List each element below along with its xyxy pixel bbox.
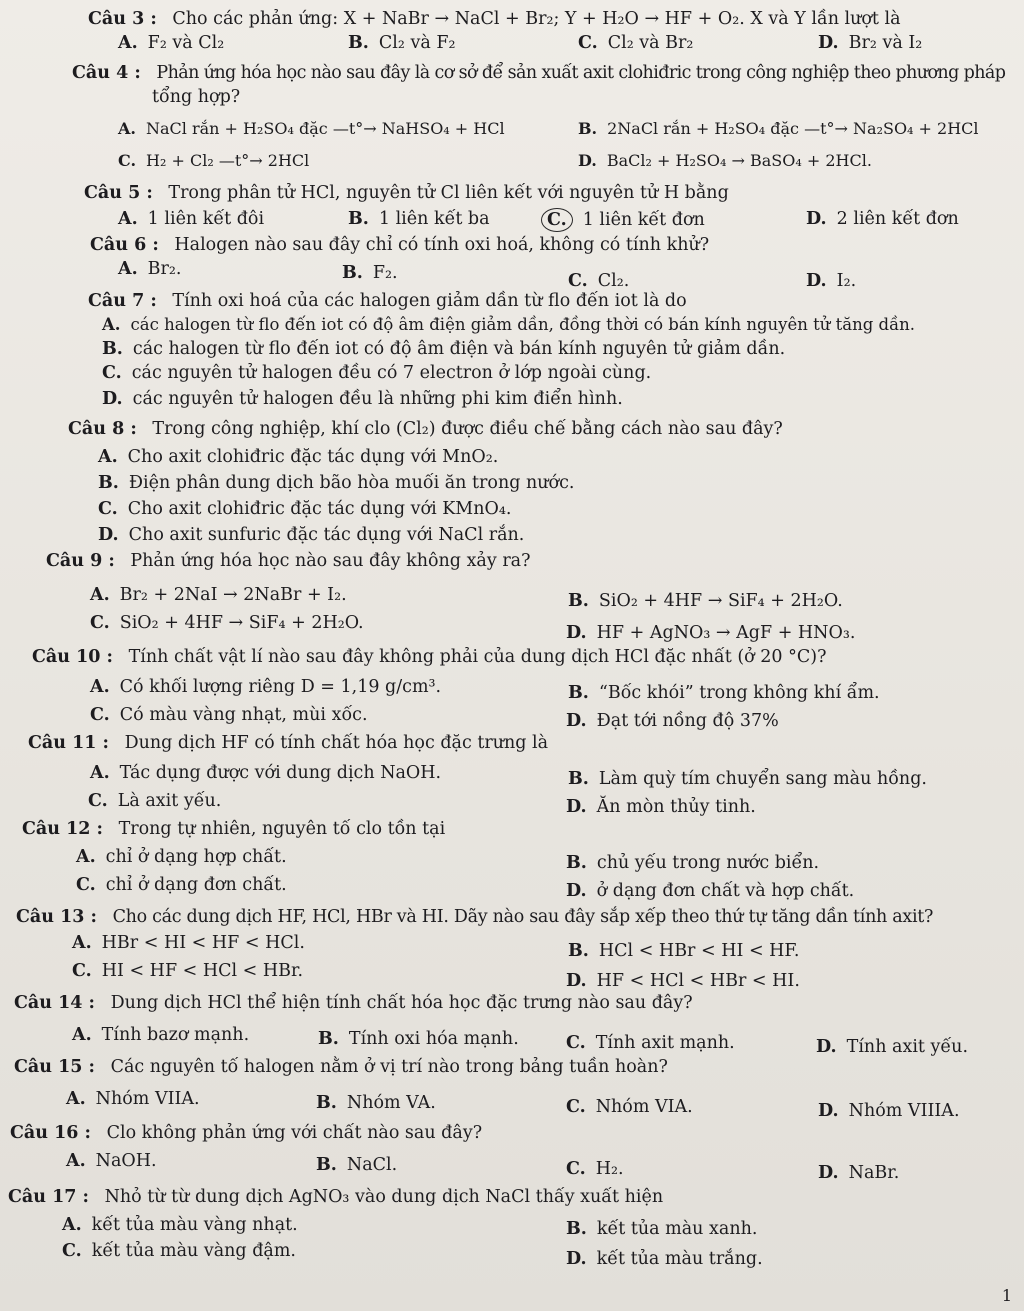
question-text: Phản ứng hóa học nào sau đây không xảy ra? [130, 551, 531, 571]
option-a[interactable]: A. Cho axit clohiđric đặc tác dụng với MnO₂. [98, 447, 499, 467]
option-b[interactable]: B. kết tủa màu xanh. [566, 1219, 758, 1239]
question-number: Câu 12 : [22, 819, 103, 839]
option-c[interactable]: C. các nguyên tử halogen đều có 7 electron ở lớp ngoài cùng. [102, 363, 652, 383]
option-c[interactable]: C. SiO₂ + 4HF → SiF₄ + 2H₂O. [90, 613, 364, 633]
question-5 [84, 182, 729, 204]
option-d[interactable]: D. BaCl₂ + H₂SO₄ → BaSO₄ + 2HCl. [578, 151, 872, 170]
option-c[interactable]: C. H₂ + Cl₂ —t°→ 2HCl [118, 151, 310, 170]
option-a[interactable]: A. NaOH. [66, 1151, 157, 1171]
question-6 [90, 234, 709, 256]
question-text: Dung dịch HCl thể hiện tính chất hóa học đặc trưng nào sau đây? [110, 993, 693, 1013]
question-number: Câu 9 : [46, 551, 115, 571]
option-c-circled[interactable]: C. 1 liên kết đơn [546, 208, 705, 232]
question-text: Trong công nghiệp, khí clo (Cl₂) được điều chế bằng cách nào sau đây? [152, 419, 783, 439]
option-c[interactable]: C. Cho axit clohiđric đặc tác dụng với KMnO₄. [98, 499, 512, 519]
option-c[interactable]: C. kết tủa màu vàng đậm. [62, 1241, 296, 1261]
option-b[interactable]: B. Nhóm VA. [316, 1093, 436, 1113]
option-d[interactable]: D. các nguyên tử halogen đều là những phi kim điển hình. [102, 389, 623, 409]
answer-circle: C. [541, 208, 573, 232]
option-a[interactable]: A. Br₂ + 2NaI → 2NaBr + I₂. [90, 585, 347, 605]
question-text: Trong tự nhiên, nguyên tố clo tồn tại [118, 819, 446, 839]
option-a[interactable]: A. HBr < HI < HF < HCl. [72, 933, 305, 953]
question-number: Câu 6 : [90, 235, 159, 255]
option-d[interactable]: D. Đạt tới nồng độ 37% [566, 711, 779, 731]
option-d[interactable]: D. ở dạng đơn chất và hợp chất. [566, 881, 855, 901]
option-d[interactable]: D. kết tủa màu trắng. [566, 1249, 763, 1269]
option-a[interactable]: A. Có khối lượng riêng D = 1,19 g/cm³. [90, 677, 442, 697]
option-a[interactable]: A. Nhóm VIIA. [66, 1089, 200, 1109]
option-a[interactable]: A. NaCl rắn + H₂SO₄ đặc —t°→ NaHSO₄ + HCl [118, 119, 505, 138]
option-d[interactable]: D. Nhóm VIIIA. [818, 1101, 960, 1121]
option-b[interactable]: B. NaCl. [316, 1155, 398, 1175]
question-text: Tính oxi hoá của các halogen giảm dần từ flo đến iot là do [172, 291, 687, 311]
question-10 [32, 646, 826, 668]
option-a[interactable]: A. kết tủa màu vàng nhạt. [62, 1215, 298, 1235]
question-text: Tính chất vật lí nào sau đây không phải của dung dịch HCl đặc nhất (ở 20 °C)? [128, 647, 827, 667]
option-c[interactable]: C. Tính axit mạnh. [566, 1033, 735, 1053]
option-a[interactable]: A. các halogen từ flo đến iot có độ âm điện giảm dần, đồng thời có bán kính nguyên tử tăng dần. [102, 315, 916, 334]
option-c[interactable]: C. Nhóm VIA. [566, 1097, 693, 1117]
option-d[interactable]: D. Br₂ và I₂ [818, 33, 923, 53]
question-14 [14, 992, 693, 1014]
question-number: Câu 10 : [32, 647, 113, 667]
option-a[interactable]: A. Tác dụng được với dung dịch NaOH. [90, 763, 442, 783]
question-text: Dung dịch HF có tính chất hóa học đặc trưng là [124, 733, 549, 753]
option-c[interactable]: C. Có màu vàng nhạt, mùi xốc. [90, 705, 368, 725]
option-b[interactable]: B. Tính oxi hóa mạnh. [318, 1029, 519, 1049]
option-c[interactable]: C. chỉ ở dạng đơn chất. [76, 875, 287, 895]
question-number: Câu 4 : [72, 63, 141, 83]
question-number: Câu 14 : [14, 993, 95, 1013]
page-number: 1 [1001, 1286, 1012, 1305]
question-9 [46, 550, 531, 572]
option-d[interactable]: D. Cho axit sunfuric đặc tác dụng với NaCl rắn. [98, 525, 525, 545]
option-c[interactable]: C. Là axit yếu. [88, 791, 222, 811]
option-d[interactable]: D. I₂. [806, 271, 857, 291]
option-a[interactable]: A. chỉ ở dạng hợp chất. [76, 847, 287, 867]
question-number: Câu 16 : [10, 1123, 91, 1143]
question-text: Phản ứng hóa học nào sau đây là cơ sở để sản xuất axit clohiđric trong công nghiệp theo phương pháp [156, 63, 1006, 83]
question-17 [8, 1186, 663, 1208]
question-text: Cho các dung dịch HF, HCl, HBr và HI. Dãy nào sau đây sắp xếp theo thứ tự tăng dần tính axit? [112, 907, 934, 927]
option-d[interactable]: D. 2 liên kết đơn [806, 209, 959, 229]
question-12 [22, 818, 445, 840]
option-b[interactable]: B. Làm quỳ tím chuyển sang màu hồng. [568, 769, 927, 789]
option-b[interactable]: B. Điện phân dung dịch bão hòa muối ăn trong nước. [98, 473, 575, 493]
question-7 [88, 290, 687, 312]
question-number: Câu 3 : [88, 9, 157, 29]
question-text: Nhỏ từ từ dung dịch AgNO₃ vào dung dịch NaCl thấy xuất hiện [104, 1187, 664, 1207]
option-d[interactable]: D. Ăn mòn thủy tinh. [566, 797, 756, 817]
question-number: Câu 13 : [16, 907, 97, 927]
question-16 [10, 1122, 482, 1144]
option-a[interactable]: A. Br₂. [118, 259, 182, 279]
question-text-continued: tổng hợp? [152, 87, 241, 107]
question-4 [72, 62, 1005, 84]
option-b[interactable]: B. “Bốc khói” trong không khí ẩm. [568, 683, 880, 703]
question-15 [14, 1056, 668, 1078]
question-number: Câu 5 : [84, 183, 153, 203]
question-text: Clo không phản ứng với chất nào sau đây? [106, 1123, 483, 1143]
question-3 [88, 8, 901, 30]
option-b[interactable]: B. 2NaCl rắn + H₂SO₄ đặc —t°→ Na₂SO₄ + 2HCl [578, 119, 979, 138]
question-text: Cho các phản ứng: X + NaBr → NaCl + Br₂; Y + H₂O → HF + O₂. X và Y lần lượt là [172, 9, 901, 29]
question-8 [68, 418, 783, 440]
option-b[interactable]: B. 1 liên kết ba [348, 209, 490, 229]
question-text: Trong phân tử HCl, nguyên tử Cl liên kết với nguyên tử H bằng [168, 183, 729, 203]
option-c[interactable]: C. HI < HF < HCl < HBr. [72, 961, 304, 981]
option-d[interactable]: D. HF < HCl < HBr < HI. [566, 971, 800, 991]
option-b[interactable]: B. SiO₂ + 4HF → SiF₄ + 2H₂O. [568, 591, 843, 611]
question-11 [28, 732, 548, 754]
question-13 [16, 906, 933, 928]
question-number: Câu 8 : [68, 419, 137, 439]
option-a[interactable]: A. F₂ và Cl₂ [118, 33, 225, 53]
option-b[interactable]: B. các halogen từ flo đến iot có độ âm điện và bán kính nguyên tử giảm dần. [102, 339, 786, 359]
question-number: Câu 11 : [28, 733, 109, 753]
option-b[interactable]: B. chủ yếu trong nước biển. [566, 853, 820, 873]
option-b[interactable]: B. F₂. [342, 263, 398, 283]
option-d[interactable]: D. NaBr. [818, 1163, 900, 1183]
question-text: Halogen nào sau đây chỉ có tính oxi hoá, không có tính khử? [174, 235, 710, 255]
question-number: Câu 15 : [14, 1057, 95, 1077]
option-c[interactable]: C. Cl₂ và Br₂ [578, 33, 694, 53]
question-number: Câu 7 : [88, 291, 157, 311]
option-a[interactable]: A. 1 liên kết đôi [118, 209, 265, 229]
option-d[interactable]: D. HF + AgNO₃ → AgF + HNO₃. [566, 623, 856, 643]
option-b[interactable]: B. Cl₂ và F₂ [348, 33, 456, 53]
option-c[interactable]: C. Cl₂. [568, 271, 630, 291]
option-b[interactable]: B. HCl < HBr < HI < HF. [568, 941, 800, 961]
option-c[interactable]: C. H₂. [566, 1159, 624, 1179]
option-a[interactable]: A. Tính bazơ mạnh. [72, 1025, 250, 1045]
question-text: Các nguyên tố halogen nằm ở vị trí nào trong bảng tuần hoàn? [110, 1057, 668, 1077]
option-d[interactable]: D. Tính axit yếu. [816, 1037, 969, 1057]
question-number: Câu 17 : [8, 1187, 89, 1207]
